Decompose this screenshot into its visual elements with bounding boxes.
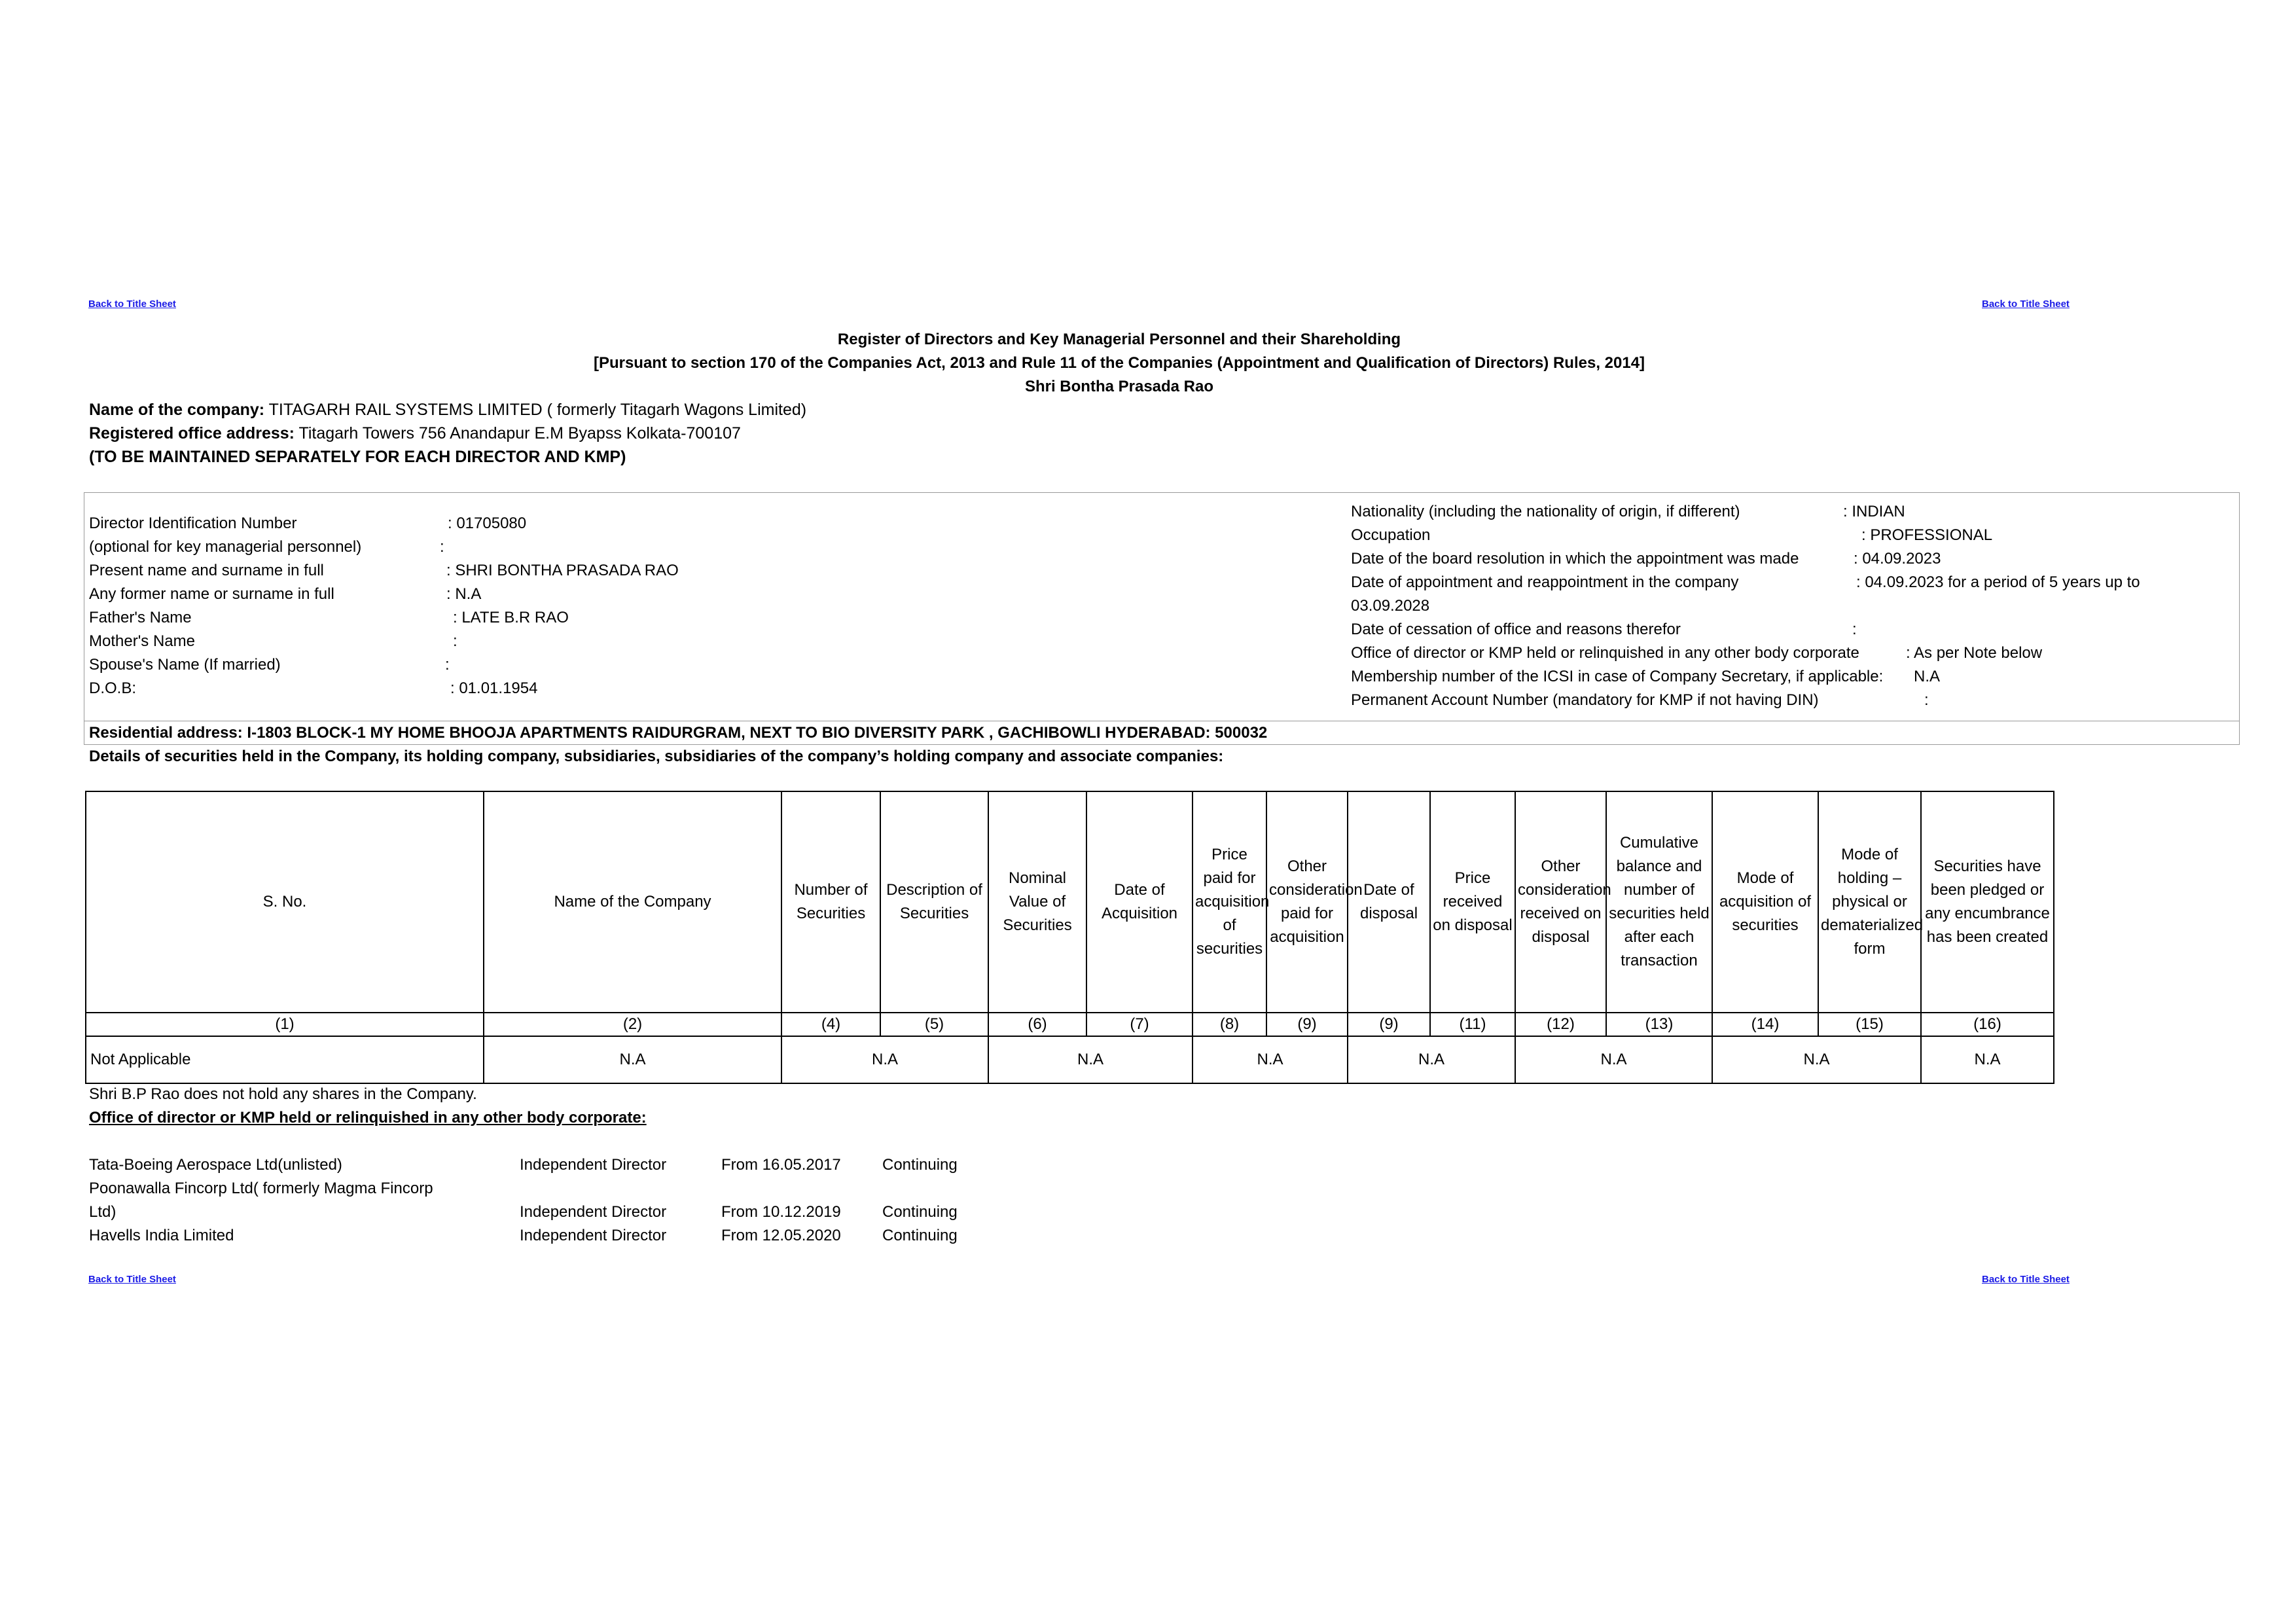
- field-label: Date of the board resolution in which the appointment was made: [1351, 550, 1799, 568]
- register-subtitle: [Pursuant to section 170 of the Companies Act, 2013 and Rule 11 of the Companies (Appointment and Qualification of Directors) Rules, 2014]: [593, 354, 1645, 372]
- table-cell-na: N.A: [484, 1036, 781, 1083]
- field-label: Permanent Account Number (mandatory for KMP if not having DIN): [1351, 691, 1819, 709]
- office-company-continued: Ltd): [89, 1203, 117, 1221]
- col-header-date-acquisition: Date of Acquisition: [1086, 791, 1193, 1013]
- company-name-label: Name of the company:: [89, 401, 265, 419]
- column-number: (8): [1193, 1013, 1266, 1036]
- field-label: Present name and surname in full: [89, 562, 324, 579]
- office-from: From 12.05.2020: [721, 1227, 841, 1244]
- field-label: Occupation: [1351, 526, 1431, 544]
- field-value: : 04.09.2023: [1854, 550, 1941, 568]
- field-value: : LATE B.R RAO: [453, 609, 569, 626]
- registered-office-value: Titagarh Towers 756 Anandapur E.M Byapss Kolkata-700107: [295, 424, 741, 442]
- table-cell-na: N.A: [1712, 1036, 1921, 1083]
- field-label: Membership number of the ICSI in case of Company Secretary, if applicable:: [1351, 668, 1884, 685]
- table-header-row: [86, 791, 2054, 1013]
- company-name-line: [89, 401, 806, 420]
- field-value: :: [1924, 691, 1929, 709]
- table-cell-na: N.A: [988, 1036, 1193, 1083]
- residential-address: Residential address: I-1803 BLOCK-1 MY HOME BHOOJA APARTMENTS RAIDURGRAM, NEXT TO BIO DIVERSITY PARK , GACHIBOWLI HYDERABAD: 500032: [89, 724, 1268, 742]
- registered-office-label: Registered office address:: [89, 424, 295, 442]
- table-column-number-row: [86, 1013, 2054, 1036]
- office-heading: Office of director or KMP held or relinquished in any other body corporate:: [89, 1109, 647, 1127]
- office-status: Continuing: [882, 1227, 958, 1244]
- office-role: Independent Director: [520, 1156, 667, 1174]
- col-header-price-paid: Price paid for acquisition of securities: [1193, 791, 1266, 1013]
- column-number: (16): [1921, 1013, 2054, 1036]
- col-header-description: Description of Securities: [880, 791, 988, 1013]
- col-header-pledged: Securities have been pledged or any encumbrance has been created: [1921, 791, 2054, 1013]
- col-header-price-received: Price received on disposal: [1430, 791, 1515, 1013]
- field-value: :: [445, 656, 450, 674]
- office-status: Continuing: [882, 1203, 958, 1221]
- field-value: :: [453, 632, 457, 650]
- office-role: Independent Director: [520, 1227, 667, 1244]
- back-to-title-link-bottom-right[interactable]: Back to Title Sheet: [1982, 1274, 2070, 1285]
- field-label: Any former name or surname in full: [89, 585, 334, 603]
- field-label: Spouse's Name (If married): [89, 656, 281, 674]
- column-number: (1): [86, 1013, 484, 1036]
- field-value: :: [440, 538, 444, 556]
- table-cell-na: N.A: [781, 1036, 988, 1083]
- column-number: (11): [1430, 1013, 1515, 1036]
- field-value: : PROFESSIONAL: [1861, 526, 1993, 544]
- table-cell-na: N.A: [1348, 1036, 1515, 1083]
- column-number: (14): [1712, 1013, 1818, 1036]
- column-number: (9): [1266, 1013, 1348, 1036]
- col-header-cumulative-balance: Cumulative balance and number of securities held after each transaction: [1606, 791, 1712, 1013]
- office-role: Independent Director: [520, 1203, 667, 1221]
- field-value: : 01.01.1954: [450, 679, 538, 697]
- securities-table: [85, 791, 2054, 1084]
- director-name-heading: Shri Bontha Prasada Rao: [1024, 378, 1214, 395]
- registered-office-line: [89, 424, 741, 443]
- field-value: : SHRI BONTHA PRASADA RAO: [446, 562, 679, 579]
- field-value: : 04.09.2023 for a period of 5 years up to: [1856, 573, 2140, 591]
- field-label: Office of director or KMP held or relinquished in any other body corporate: [1351, 644, 1859, 662]
- table-row: [86, 1036, 2054, 1083]
- field-label: (optional for key managerial personnel): [89, 538, 362, 556]
- col-header-number: Number of Securities: [781, 791, 880, 1013]
- table-cell-na: N.A: [1921, 1036, 2054, 1083]
- field-value: : 01705080: [448, 514, 527, 532]
- col-header-other-consideration-received: Other consideration received on disposal: [1515, 791, 1606, 1013]
- col-header-nominal-value: Nominal Value of Securities: [988, 791, 1086, 1013]
- office-company: Havells India Limited: [89, 1227, 234, 1244]
- back-to-title-link-bottom-left[interactable]: Back to Title Sheet: [88, 1274, 176, 1285]
- column-number: (7): [1086, 1013, 1193, 1036]
- column-number: (13): [1606, 1013, 1712, 1036]
- back-to-title-link-top-right[interactable]: Back to Title Sheet: [1982, 298, 2070, 310]
- back-to-title-link-top-left[interactable]: Back to Title Sheet: [88, 298, 176, 310]
- col-header-date-disposal: Date of disposal: [1348, 791, 1430, 1013]
- table-cell-na: N.A: [1515, 1036, 1712, 1083]
- field-value: N.A: [1914, 668, 1941, 685]
- column-number: (9): [1348, 1013, 1430, 1036]
- col-header-mode-acquisition: Mode of acquisition of securities: [1712, 791, 1818, 1013]
- column-number: (6): [988, 1013, 1086, 1036]
- column-number: (4): [781, 1013, 880, 1036]
- office-status: Continuing: [882, 1156, 958, 1174]
- column-number: (2): [484, 1013, 781, 1036]
- row-label-not-applicable: Not Applicable: [86, 1036, 484, 1083]
- field-label: Father's Name: [89, 609, 192, 626]
- register-title: Register of Directors and Key Managerial Personnel and their Shareholding: [837, 331, 1401, 348]
- field-label: Mother's Name: [89, 632, 195, 650]
- maintenance-note: (TO BE MAINTAINED SEPARATELY FOR EACH DIRECTOR AND KMP): [89, 448, 626, 466]
- field-value: :: [1852, 621, 1857, 638]
- column-number: (15): [1818, 1013, 1921, 1036]
- col-header-mode-holding: Mode of holding – physical or dematerialized form: [1818, 791, 1921, 1013]
- col-header-sno: S. No.: [86, 791, 484, 1013]
- office-from: From 16.05.2017: [721, 1156, 841, 1174]
- field-label: Date of appointment and reappointment in the company: [1351, 573, 1739, 591]
- shares-note: Shri B.P Rao does not hold any shares in the Company.: [89, 1085, 477, 1103]
- table-cell-na: N.A: [1193, 1036, 1348, 1083]
- col-header-company: Name of the Company: [484, 791, 781, 1013]
- office-from: From 10.12.2019: [721, 1203, 841, 1221]
- office-company: Poonawalla Fincorp Ltd( formerly Magma Fincorp: [89, 1180, 433, 1197]
- field-label: 03.09.2028: [1351, 597, 1430, 615]
- field-label: Director Identification Number: [89, 514, 297, 532]
- field-value: : N.A: [446, 585, 482, 603]
- column-number: (5): [880, 1013, 988, 1036]
- column-number: (12): [1515, 1013, 1606, 1036]
- securities-heading: Details of securities held in the Company, its holding company, subsidiaries, subsidiaries of the company’s holding company and associate companies:: [89, 748, 1224, 765]
- field-label: Nationality (including the nationality of origin, if different): [1351, 503, 1740, 520]
- field-value: : INDIAN: [1843, 503, 1905, 520]
- col-header-other-consideration-paid: Other consideration paid for acquisition: [1266, 791, 1348, 1013]
- field-label: Date of cessation of office and reasons therefor: [1351, 621, 1681, 638]
- field-label: D.O.B:: [89, 679, 137, 697]
- field-value: : As per Note below: [1906, 644, 2043, 662]
- office-company: Tata-Boeing Aerospace Ltd(unlisted): [89, 1156, 342, 1174]
- company-name-value: TITAGARH RAIL SYSTEMS LIMITED ( formerly Titagarh Wagons Limited): [264, 401, 807, 419]
